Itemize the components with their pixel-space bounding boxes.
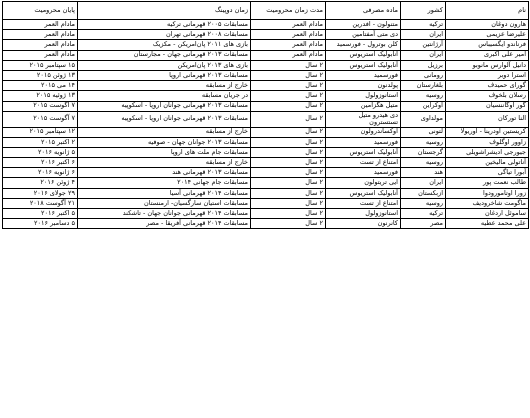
ban-length-cell: مادام العمر	[251, 50, 326, 60]
name-cell: آناتولی مالیخین	[446, 158, 529, 168]
ban-length-cell: ۲ سال	[251, 101, 326, 111]
doping-time-cell: مسابقات ۲۰۱۳ قهرمانی اروپا	[78, 70, 251, 80]
country-cell: روسیه	[401, 198, 446, 208]
substance-cell: فورسمید	[326, 137, 401, 147]
table-row	[3, 137, 529, 147]
ban-end-cell: مادام العمر	[3, 40, 78, 50]
table-row	[3, 111, 529, 127]
substance-cell: آنابولیک استریوس	[326, 188, 401, 198]
table-row	[3, 168, 529, 178]
name-cell: گور اوگاننسیان	[446, 101, 529, 111]
substance-cell: آنابولیک استریوس	[326, 60, 401, 70]
table-row	[3, 178, 529, 188]
substance-cell: آنابولیک استریوس	[326, 147, 401, 157]
ban-end-cell: ۵ دسامبر ۲۰۱۶	[3, 219, 78, 229]
ban-length-cell: ۲ سال	[251, 111, 326, 127]
ban-end-cell: ۱۴ می ۲۰۱۵	[3, 81, 78, 91]
country-cell: اوکراین	[401, 101, 446, 111]
ban-length-cell: ۲ سال	[251, 127, 326, 137]
header-country: کشور	[401, 2, 446, 20]
substance-cell: اوکساندرولون	[326, 127, 401, 137]
table-row	[3, 20, 529, 30]
ban-end-cell: ۱۳ ژوئن ۲۰۱۵	[3, 70, 78, 80]
name-cell: النا تورکان	[446, 111, 529, 127]
header-name: نام	[446, 2, 529, 20]
table-row	[3, 101, 529, 111]
ban-end-cell: ۶ اکتبر ۲۰۱۶	[3, 158, 78, 168]
header-substance: ماده مصرفی	[326, 2, 401, 20]
substance-cell: فورسمید	[326, 168, 401, 178]
substance-cell: کانرنون	[326, 219, 401, 229]
ban-end-cell: ۱۳ ژوئیه ۲۰۱۵	[3, 91, 78, 101]
country-cell: ازبکستان	[401, 188, 446, 198]
name-cell: زاوور اوگلوف	[446, 137, 529, 147]
doping-time-cell: مسابقات ۲۰۱۳ جوانان جهان - صوفیه	[78, 137, 251, 147]
doping-time-cell: مسابقات استیان سارگسیان- ارمنستان	[78, 198, 251, 208]
substance-cell: امتناع از تست	[326, 198, 401, 208]
table-row	[3, 50, 529, 60]
name-cell: زورا اوتامورودوا	[446, 188, 529, 198]
name-cell: گورای حمیدف	[446, 81, 529, 91]
doping-time-cell: مسابقات جام ملت های اروپا	[78, 147, 251, 157]
country-cell: روسیه	[401, 137, 446, 147]
country-cell: برزیل	[401, 60, 446, 70]
name-cell: علی محمد عطیه	[446, 219, 529, 229]
doping-time-cell: خارج از مسابقه	[78, 81, 251, 91]
table-row	[3, 70, 529, 80]
ban-end-cell: ۵ اکتبر ۲۰۱۶	[3, 209, 78, 219]
doping-time-cell: مسابقات ۲۰۰۸ قهرمانی تهران	[78, 30, 251, 40]
table-row	[3, 81, 529, 91]
substance-cell: استانوزولول	[326, 91, 401, 101]
substance-cell: کلن بوترول - فورسمید	[326, 40, 401, 50]
substance-cell: ایی تریتولون	[326, 178, 401, 188]
table-row	[3, 91, 529, 101]
name-cell: کریستین اودرینا - اوریولا	[446, 127, 529, 137]
doping-time-cell: مسابقات ۲۰۱۴ قهرمانی آسیا	[78, 188, 251, 198]
name-cell: استرا دوبر	[446, 70, 529, 80]
substance-cell: پولدنون	[326, 81, 401, 91]
name-cell: رسلان بلخوف	[446, 91, 529, 101]
ban-end-cell: ۲۱ آگوست ۲۰۱۸	[3, 198, 78, 208]
doping-time-cell: در جریان مسابقه	[78, 91, 251, 101]
ban-length-cell: مادام العمر	[251, 40, 326, 50]
ban-length-cell: ۲ سال	[251, 168, 326, 178]
doping-time-cell: خارج از مسابقه	[78, 158, 251, 168]
ban-length-cell: ۲ سال	[251, 60, 326, 70]
table-row	[3, 40, 529, 50]
country-cell: بلغارستان	[401, 81, 446, 91]
ban-length-cell: ۲ سال	[251, 188, 326, 198]
country-cell: رومانی	[401, 70, 446, 80]
substance-cell: فورسمید	[326, 70, 401, 80]
doping-time-cell: مسابقات ۲۰۰۵ قهرمانی ترکیه	[78, 20, 251, 30]
ban-length-cell: ۲ سال	[251, 147, 326, 157]
country-cell: مولداوی	[401, 111, 446, 127]
substance-cell: آنابولیک استریوس	[326, 50, 401, 60]
doping-bans-table	[2, 1, 529, 229]
name-cell: دانیل آلوارس مانوبو	[446, 60, 529, 70]
ban-length-cell: ۲ سال	[251, 219, 326, 229]
name-cell: هارون دوغان	[446, 20, 529, 30]
name-cell: آبورا تیاگی	[446, 168, 529, 178]
table-row	[3, 188, 529, 198]
country-cell: ایران	[401, 178, 446, 188]
table-row	[3, 209, 529, 219]
doping-time-cell: مسابقات ۲۰۱۳ قهرمانی هند	[78, 168, 251, 178]
country-cell: آرژانتین	[401, 40, 446, 50]
substance-cell: دی متی آمفتامین	[326, 30, 401, 40]
substance-cell: متیل هگزامین	[326, 101, 401, 111]
country-cell: گرجستان	[401, 147, 446, 157]
country-cell: ترکیه	[401, 209, 446, 219]
table-body	[3, 20, 529, 229]
name-cell: امیر علی اکبری	[446, 50, 529, 60]
ban-end-cell: ۱۵ سپتامبر ۲۰۱۵	[3, 60, 78, 70]
substance-cell: استانوزولول	[326, 209, 401, 219]
ban-length-cell: ۲ سال	[251, 178, 326, 188]
doping-time-cell: مسابقات ۲۰۱۳ قهرمانی جوانان اروپا - اسکوپیه	[78, 111, 251, 127]
ban-end-cell: ۶ ژانویه ۲۰۱۶	[3, 168, 78, 178]
doping-time-cell: مسابقات ۲۰۱۳ قهرمانی جهان - مجارستان	[78, 50, 251, 60]
country-cell: ترکیه	[401, 20, 446, 30]
ban-end-cell: مادام العمر	[3, 30, 78, 40]
ban-end-cell: مادام العمر	[3, 50, 78, 60]
ban-end-cell: مادام العمر	[3, 20, 78, 30]
doping-time-cell: بازی های ۲۰۱۳ پان‌امریکن	[78, 60, 251, 70]
ban-length-cell: ۲ سال	[251, 91, 326, 101]
ban-length-cell: ۲ سال	[251, 158, 326, 168]
ban-length-cell: مادام العمر	[251, 20, 326, 30]
name-cell: فرناندو ایگسیباس	[446, 40, 529, 50]
name-cell: ماگومت شاخروديف	[446, 198, 529, 208]
name-cell: جیورجی ادیشراشویلی	[446, 147, 529, 157]
table-row	[3, 219, 529, 229]
doping-time-cell: مسابقات ۲۰۱۳ قهرمانی جوانان اروپا - اسکوپیه	[78, 101, 251, 111]
doping-time-cell: مسابقات جام جهانی ۲۰۱۴	[78, 178, 251, 188]
ban-end-cell: ۴ ژوئن ۲۰۱۶	[3, 178, 78, 188]
header-ban-end: پایان محرومیت	[3, 2, 78, 20]
table-row	[3, 198, 529, 208]
ban-length-cell: ۲ سال	[251, 198, 326, 208]
doping-time-cell: مسابقات ۲۰۱۴ قهرمانی جوانان جهان - تاشکند	[78, 209, 251, 219]
table-row	[3, 147, 529, 157]
ban-end-cell: ۵ ژانویه ۲۰۱۶	[3, 147, 78, 157]
ban-length-cell: مادام العمر	[251, 30, 326, 40]
country-cell: روسیه	[401, 91, 446, 101]
doping-time-cell: خارج از مسابقه	[78, 127, 251, 137]
ban-end-cell: ۲ اکتبر ۲۰۱۵	[3, 137, 78, 147]
ban-length-cell: ۲ سال	[251, 81, 326, 91]
substance-cell: امتناع از تست	[326, 158, 401, 168]
doping-time-cell: بازی های ۲۰۱۱ پان‌امریکن - مکزیک	[78, 40, 251, 50]
country-cell: هند	[401, 168, 446, 178]
table-header-row	[3, 2, 529, 20]
ban-end-cell: ۲۹ جولای ۲۰۱۶	[3, 188, 78, 198]
name-cell: علیرضا عزیمی	[446, 30, 529, 40]
ban-length-cell: ۲ سال	[251, 137, 326, 147]
table-row	[3, 158, 529, 168]
ban-length-cell: ۲ سال	[251, 70, 326, 80]
ban-end-cell: ۱۲ سپتامبر ۲۰۱۵	[3, 127, 78, 137]
table-row	[3, 127, 529, 137]
table-row	[3, 60, 529, 70]
country-cell: ایران	[401, 30, 446, 40]
doping-time-cell: مسابقات ۲۰۱۴ قهرمانی آفریقا - مصر	[78, 219, 251, 229]
country-cell: لتونی	[401, 127, 446, 137]
header-ban-length: مدت زمان محرومیت	[251, 2, 326, 20]
country-cell: روسیه	[401, 158, 446, 168]
substance-cell: متنولون - افدرین	[326, 20, 401, 30]
country-cell: ایران	[401, 50, 446, 60]
country-cell: مصر	[401, 219, 446, 229]
ban-end-cell: ۷ آگوست ۲۰۱۵	[3, 101, 78, 111]
name-cell: طالب نعمت پور	[446, 178, 529, 188]
ban-end-cell: ۷ آگوست ۲۰۱۵	[3, 111, 78, 127]
table-row	[3, 30, 529, 40]
name-cell: ساموئل اردغان	[446, 209, 529, 219]
ban-length-cell: ۲ سال	[251, 209, 326, 219]
header-doping-time: زمان دوپینگ	[78, 2, 251, 20]
substance-cell: دی هیدرو متیل تستسترون	[326, 111, 401, 127]
